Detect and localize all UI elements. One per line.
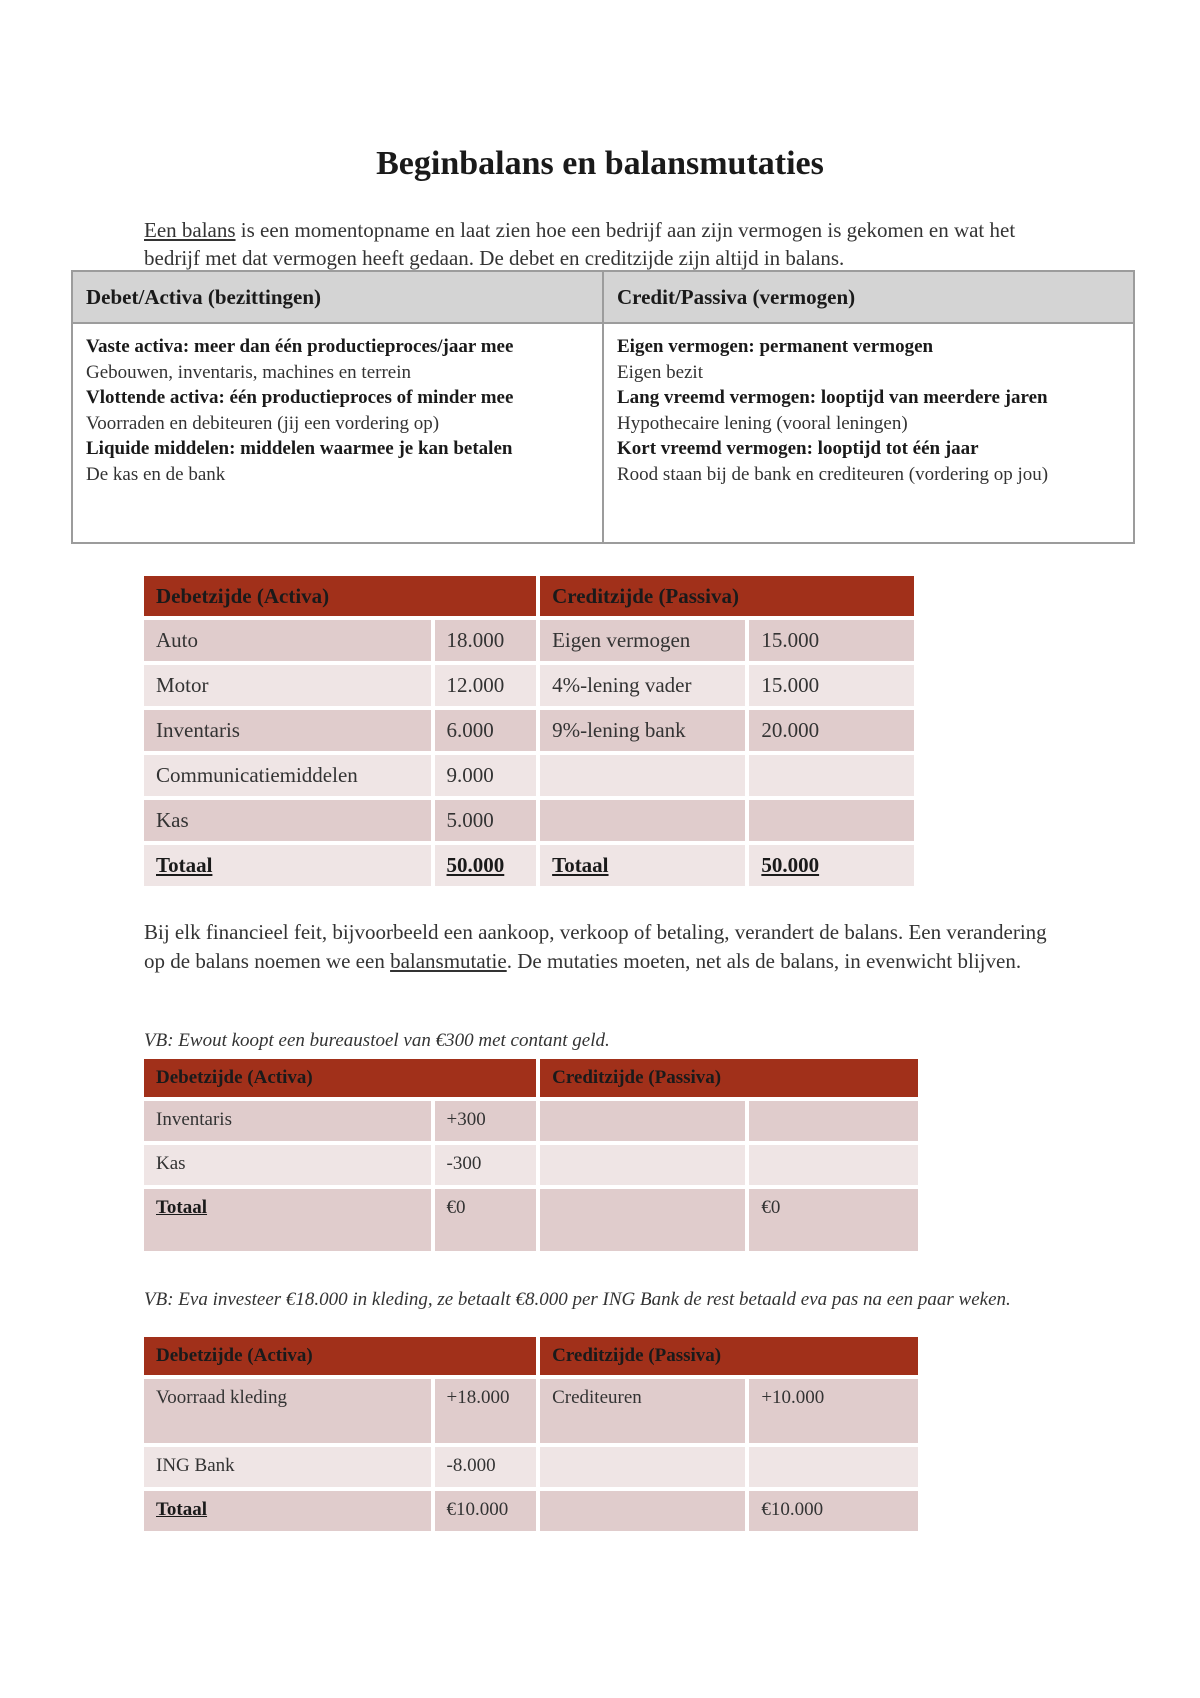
table-cell: ING Bank bbox=[144, 1447, 431, 1487]
concept-description: De kas en de bank bbox=[86, 463, 226, 485]
table-row bbox=[144, 1145, 918, 1185]
example1-caption: VB: Ewout koopt een bureaustoel van €300 met contant geld. bbox=[144, 1030, 610, 1051]
table-cell bbox=[749, 800, 914, 841]
balance-header-debet: Debetzijde (Activa) bbox=[144, 576, 536, 616]
concept-header-credit: Credit/Passiva (vermogen) bbox=[603, 271, 1134, 323]
total-value: €0 bbox=[749, 1189, 918, 1251]
table-cell: 15.000 bbox=[749, 665, 914, 706]
table-cell: 20.000 bbox=[749, 710, 914, 751]
mutation-term: balansmutatie bbox=[390, 948, 507, 973]
table-cell: Crediteuren bbox=[540, 1379, 745, 1443]
total-label: Totaal bbox=[144, 1189, 431, 1251]
table-cell: +10.000 bbox=[749, 1379, 918, 1443]
table-cell: Kas bbox=[144, 800, 431, 841]
mutation-text: Bij elk financieel feit, bijvoorbeeld een aankoop, verkoop of betaling, verandert de balans. Een verandering op de balans noemen we een bbox=[144, 920, 1047, 973]
example1-header-credit: Creditzijde (Passiva) bbox=[540, 1059, 918, 1097]
table-row bbox=[144, 800, 914, 841]
table-cell: +300 bbox=[435, 1101, 537, 1141]
table-row bbox=[144, 755, 914, 796]
concept-term: Liquide middelen: middelen waarmee je kan betalen bbox=[86, 438, 513, 459]
intro-term: Een balans bbox=[144, 218, 236, 242]
mutation-paragraph bbox=[144, 918, 1064, 975]
table-cell: 9.000 bbox=[435, 755, 537, 796]
concept-cell-credit bbox=[603, 323, 1134, 543]
concept-description: Rood staan bij de bank en crediteuren (vordering op jou) bbox=[617, 463, 1049, 485]
total-label: Totaal bbox=[144, 1491, 431, 1531]
table-cell: Auto bbox=[144, 620, 431, 661]
table-cell: +18.000 bbox=[435, 1379, 537, 1443]
total-label: Totaal bbox=[540, 845, 745, 886]
concept-term: Eigen vermogen: permanent vermogen bbox=[617, 336, 934, 357]
table-cell: Communicatiemiddelen bbox=[144, 755, 431, 796]
table-row bbox=[144, 710, 914, 751]
example2-header-debet: Debetzijde (Activa) bbox=[144, 1337, 536, 1375]
table-cell bbox=[749, 1447, 918, 1487]
concept-table bbox=[71, 270, 1135, 544]
mutation-text: . De mutaties moeten, net als de balans, in evenwicht blijven. bbox=[506, 948, 1022, 973]
example2-table bbox=[140, 1333, 922, 1535]
table-cell: 5.000 bbox=[435, 800, 537, 841]
concept-description: Eigen bezit bbox=[617, 361, 703, 383]
concept-description: Voorraden en debiteuren (jij een vordering op) bbox=[86, 412, 440, 434]
total-row bbox=[144, 1189, 918, 1251]
example2-header-credit: Creditzijde (Passiva) bbox=[540, 1337, 918, 1375]
table-cell bbox=[540, 1491, 745, 1531]
total-row bbox=[144, 1491, 918, 1531]
table-cell bbox=[540, 1447, 745, 1487]
table-cell: Kas bbox=[144, 1145, 431, 1185]
table-cell: Eigen vermogen bbox=[540, 620, 745, 661]
total-label: Totaal bbox=[144, 845, 431, 886]
table-cell: -8.000 bbox=[435, 1447, 537, 1487]
total-value: €0 bbox=[435, 1189, 537, 1251]
page-title: Beginbalans en balansmutaties bbox=[376, 145, 824, 182]
table-cell bbox=[749, 1145, 918, 1185]
table-row bbox=[144, 1447, 918, 1487]
table-cell: Motor bbox=[144, 665, 431, 706]
table-cell: 9%-lening bank bbox=[540, 710, 745, 751]
intro-paragraph bbox=[144, 216, 1074, 272]
balance-header-credit: Creditzijde (Passiva) bbox=[540, 576, 914, 616]
table-cell: 6.000 bbox=[435, 710, 537, 751]
total-value: 50.000 bbox=[435, 845, 537, 886]
total-value: 50.000 bbox=[749, 845, 914, 886]
table-row bbox=[144, 1101, 918, 1141]
table-cell bbox=[540, 1189, 745, 1251]
table-cell: 12.000 bbox=[435, 665, 537, 706]
example2-caption: VB: Eva investeer €18.000 in kleding, ze betaalt €8.000 per ING Bank de rest betaald eva pas na een paar weken. bbox=[144, 1289, 1011, 1310]
table-cell: 4%-lening vader bbox=[540, 665, 745, 706]
table-cell: Inventaris bbox=[144, 1101, 431, 1141]
table-cell: 15.000 bbox=[749, 620, 914, 661]
balance-table bbox=[140, 572, 918, 890]
table-cell: Voorraad kleding bbox=[144, 1379, 431, 1443]
concept-term: Kort vreemd vermogen: looptijd tot één jaar bbox=[617, 438, 979, 459]
concept-cell-debet bbox=[72, 323, 603, 543]
concept-term: Vlottende activa: één productieproces of minder mee bbox=[86, 387, 514, 408]
concept-description: Hypothecaire lening (vooral leningen) bbox=[617, 412, 908, 434]
total-value: €10.000 bbox=[749, 1491, 918, 1531]
table-cell: 18.000 bbox=[435, 620, 537, 661]
table-cell bbox=[540, 800, 745, 841]
concept-term: Vaste activa: meer dan één productieproces/jaar mee bbox=[86, 336, 514, 357]
table-row bbox=[144, 1379, 918, 1443]
table-cell bbox=[749, 755, 914, 796]
table-cell: Inventaris bbox=[144, 710, 431, 751]
table-row bbox=[144, 665, 914, 706]
total-value: €10.000 bbox=[435, 1491, 537, 1531]
table-cell bbox=[749, 1101, 918, 1141]
example1-table bbox=[140, 1055, 922, 1255]
intro-text: is een momentopname en laat zien hoe een bedrijf aan zijn vermogen is gekomen en wat het bedrijf met dat vermogen heeft gedaan. De debet en creditzijde zijn altijd in balans. bbox=[144, 218, 1016, 270]
total-row bbox=[144, 845, 914, 886]
table-cell bbox=[540, 1145, 745, 1185]
table-row bbox=[144, 620, 914, 661]
concept-term: Lang vreemd vermogen: looptijd van meerdere jaren bbox=[617, 387, 1048, 408]
concept-header-debet: Debet/Activa (bezittingen) bbox=[72, 271, 603, 323]
concept-description: Gebouwen, inventaris, machines en terrein bbox=[86, 361, 411, 383]
table-cell bbox=[540, 755, 745, 796]
table-cell: -300 bbox=[435, 1145, 537, 1185]
table-cell bbox=[540, 1101, 745, 1141]
example1-header-debet: Debetzijde (Activa) bbox=[144, 1059, 536, 1097]
